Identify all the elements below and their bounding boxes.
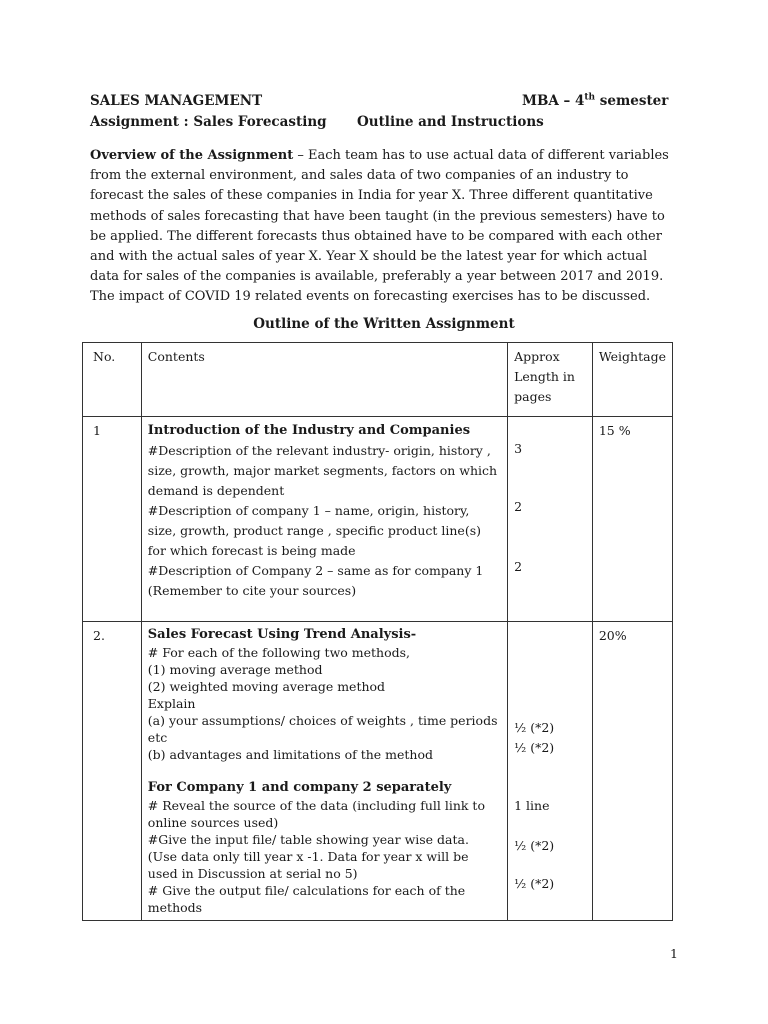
row1-contents [141,417,507,622]
program-suffix: semester [595,93,669,109]
row1-item3: #Description of Company 2 – same as for company 1 (Remember to cite your sources) [147,563,484,598]
row2-line3: (2) weighted moving average method [147,679,386,694]
row1-item2: #Description of company 1 – name, origin, history, size, growth, product range , specific product line(s) for which forecast is being made [147,503,481,558]
row2-line7-length: 1 line [514,798,550,813]
overview-text: – Each team has to use actual data of different variables from the external environment, and sales data of two companies of an industry to forecast the sales of these companies in India for year X. Three different quantitative methods of sales forecasting that have been taught (in the previous semesters) have to be applied. The different forecasts thus obtained have to be compared with each other and with the actual sales of year X. Year X should be the latest year for which actual data for sales of the companies is available, preferably a year between 2017 and 2019. The impact of COVID 19 related events on forecasting exercises has to be discussed. [90,148,669,305]
table-row [83,417,673,622]
overview-label: Overview of the Assignment [90,148,294,163]
overview-paragraph [90,146,670,308]
table-row [83,622,673,921]
row2-line10: # Give the output file/ calculations for each of the methods [147,883,466,915]
course-title: SALES MANAGEMENT [90,93,263,109]
row2-line4: Explain [147,696,196,711]
row1-title: Introduction of the Industry and Companies [147,423,471,438]
row1-item1: #Description of the relevant industry- origin, history , size, growth, major market segments, factors on which demand is dependent [147,443,498,498]
page-number: 1 [670,946,678,961]
row2-length [508,622,593,921]
header-length: Approx Length in pages [508,343,593,417]
row1-item3-length: 2 [514,559,523,574]
row2-line5-length: ½ (*2) [514,720,555,735]
row2-line9: (Use data only till year x -1. Data for year x will be used in Discussion at serial no 5) [147,849,469,881]
row1-no: 1 [83,417,142,622]
row1-item1-length: 3 [514,441,523,456]
row2-title: Sales Forecast Using Trend Analysis- [147,627,417,642]
header-weightage: Weightage [592,343,672,417]
row2-line5: (a) your assumptions/ choices of weights , time periods etc [147,713,498,745]
row2-line8: #Give the input file/ table showing year wise data. [147,832,469,847]
row2-line6: (b) advantages and limitations of the method [147,747,434,762]
row2-spacer [148,763,501,779]
row2-weightage: 20% [592,622,672,921]
row2-line9-length: ½ (*2) [514,838,555,853]
row2-subtitle: For Company 1 and company 2 separately [147,780,452,795]
row2-contents [141,622,507,921]
row2-line10-length: ½ (*2) [514,876,555,891]
outline-instructions-title: Outline and Instructions [357,114,544,130]
row2-line7: # Reveal the source of the data (including full link to online sources used) [147,798,485,830]
row2-line1: # For each of the following two methods, [147,645,411,660]
header-contents: Contents [141,343,507,417]
program-superscript: th [584,92,596,103]
row1-length [508,417,593,622]
table-header-row [83,343,673,417]
row1-weightage: 15 % [592,417,672,622]
assignment-title: Assignment : Sales Forecasting [90,114,327,130]
row2-no: 2. [83,622,142,921]
header-no: No. [83,343,142,417]
row2-line2: (1) moving average method [147,662,323,677]
outline-heading: Outline of the Written Assignment [253,316,515,332]
program-label [522,93,668,109]
program-text: MBA – 4 [522,93,585,109]
row2-line6-length: ½ (*2) [514,740,555,755]
row1-item2-length: 2 [514,499,523,514]
outline-table [82,342,673,921]
